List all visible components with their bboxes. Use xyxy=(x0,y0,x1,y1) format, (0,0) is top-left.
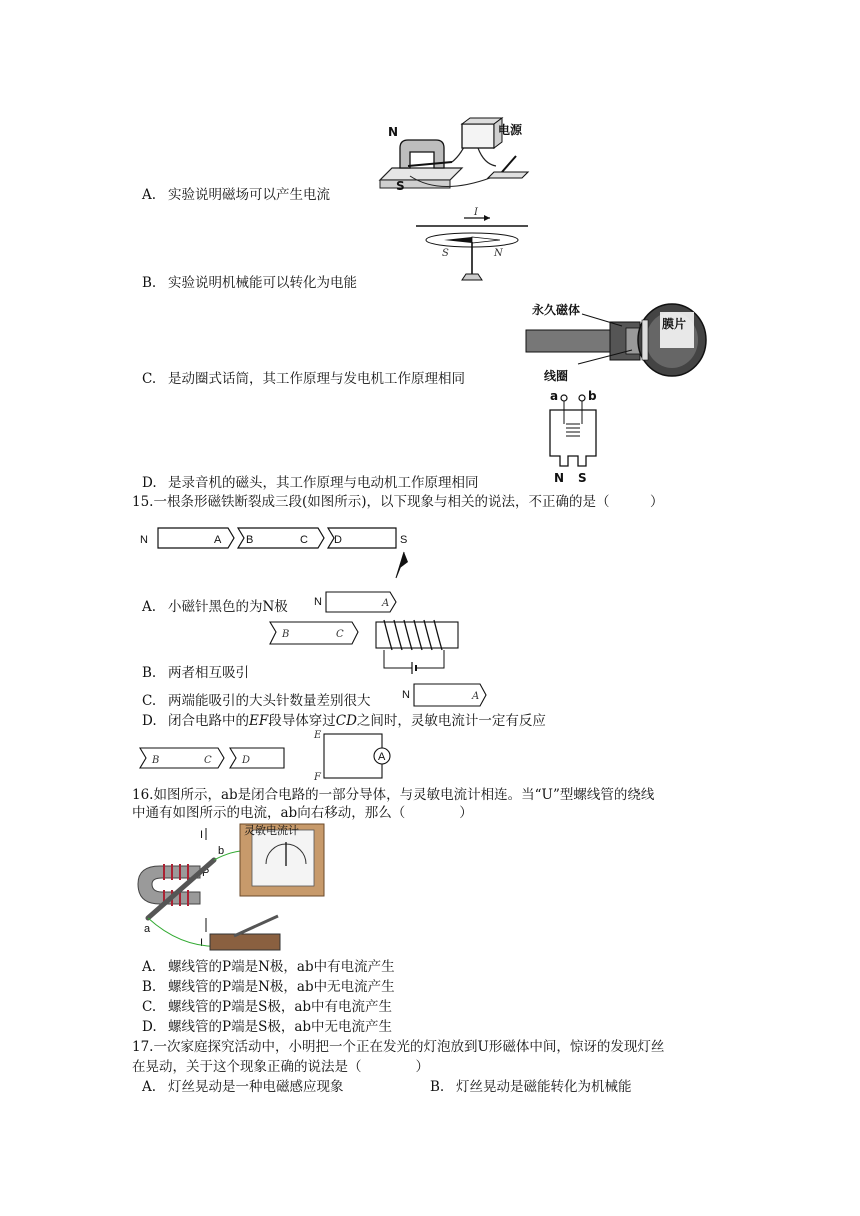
q14-figure-c xyxy=(522,296,712,386)
q16-p-label: P xyxy=(202,867,210,879)
q14a-power-label: 电源 xyxy=(498,123,523,137)
q15-option-b: B. 两者相互吸引 xyxy=(142,665,249,681)
q14-figure-b xyxy=(412,204,532,286)
compass-needle-icon xyxy=(396,552,408,578)
q16-meter-caption: 灵敏电流计 xyxy=(244,825,299,837)
q14c-magnet-label: 永久磁体 xyxy=(532,303,581,317)
q15d-c-label: C xyxy=(204,755,212,766)
q16-option-a: A. 螺线管的P端是N极，ab中有电流产生 xyxy=(142,959,395,975)
q14d-b-label: b xyxy=(588,389,597,403)
q15-option-a: A. 小磁针黑色的为N极 xyxy=(142,599,288,615)
q16-option-d: D. 螺线管的P端是S极，ab中无电流产生 xyxy=(142,1019,393,1035)
q14-option-c: C. 是动圈式话筒，其工作原理与发电机工作原理相同 xyxy=(142,371,465,387)
q14-option-a: A. 实验说明磁场可以产生电流 xyxy=(142,187,330,203)
q14c-coil-label: 线圈 xyxy=(544,369,569,383)
q15-figure-a xyxy=(312,588,402,616)
q17-option-b: B. 灯丝晃动是磁能转化为机械能 xyxy=(430,1079,632,1095)
q16-current-label-top: I xyxy=(200,829,204,841)
q15-label-d: D xyxy=(334,534,342,546)
q17-stem-line2: 在晃动，关于这个现象正确的说法是（ ） xyxy=(132,1059,429,1075)
q16-a-label: a xyxy=(144,923,151,935)
q15d-b-label: B xyxy=(152,755,160,766)
q14a-s-label: S xyxy=(396,179,405,193)
q15-label-n: N xyxy=(140,534,148,546)
q15d-meter-label: A xyxy=(378,751,386,763)
q14b-current-label: I xyxy=(474,207,478,218)
q15c-a-label: A xyxy=(472,691,480,702)
q15-option-c: C. 两端能吸引的大头针数量差别很大 xyxy=(142,693,371,709)
q14-figure-d xyxy=(542,386,612,486)
q14d-a-label: a xyxy=(550,389,559,403)
q15-stem: 15.一根条形磁铁断裂成三段(如图所示)，以下现象与相关的说法，不正确的是（ ） xyxy=(132,494,664,510)
q15-option-d: D. 闭合电路中的EF段导体穿过CD之间时，灵敏电流计一定有反应 xyxy=(142,713,546,729)
q15-label-a: A xyxy=(214,534,222,546)
q14c-film-label: 膜片 xyxy=(662,317,687,331)
q15-label-b: B xyxy=(246,534,254,546)
q15b-c-label: C xyxy=(336,629,344,640)
q14-option-d: D. 是录音机的磁头，其工作原理与电动机工作原理相同 xyxy=(142,475,479,491)
q15d-f-label: F xyxy=(314,772,321,783)
q15-figure-c xyxy=(400,680,492,710)
q16-stem-line1: 16.如图所示，ab是闭合电路的一部分导体，与灵敏电流计相连。当“U”型螺线管的绕线 xyxy=(132,787,655,803)
q14b-s-label: S xyxy=(442,248,449,259)
q17-stem-line1: 17.一次家庭探究活动中，小明把一个正在发光的灯泡放到U形磁体中间，惊讶的发现灯丝 xyxy=(132,1039,665,1055)
q16-b-label: b xyxy=(218,845,225,857)
q16-current-label-bottom: I xyxy=(200,937,204,949)
q14-figure-a xyxy=(380,118,530,198)
q16-figure xyxy=(134,820,344,960)
q15d-e-label: E xyxy=(314,730,322,741)
q15a-a-label: A xyxy=(382,598,390,609)
q15d-d-label: D xyxy=(242,755,251,766)
q17-option-a: A. 灯丝晃动是一种电磁感应现象 xyxy=(142,1079,344,1095)
q14d-s-label: S xyxy=(578,471,587,485)
q16-option-c: C. 螺线管的P端是S极，ab中有电流产生 xyxy=(142,999,393,1015)
q14a-n-label: N xyxy=(388,125,399,139)
q15a-n-label: N xyxy=(314,596,322,608)
q15c-n-label: N xyxy=(402,689,410,701)
q15-label-c: C xyxy=(300,534,308,546)
q14b-n-label: N xyxy=(494,248,503,259)
q16-stem-line2: 中通有如图所示的电流，ab向右移动，那么（ ） xyxy=(132,805,473,821)
q14-option-b: B. 实验说明机械能可以转化为电能 xyxy=(142,275,357,291)
q16-option-b: B. 螺线管的P端是N极，ab中无电流产生 xyxy=(142,979,395,995)
q15-label-s: S xyxy=(400,534,408,546)
q15b-b-label: B xyxy=(282,629,290,640)
q15-figure-b xyxy=(266,614,466,678)
q14d-n-label: N xyxy=(554,471,565,485)
q15-broken-magnet-figure xyxy=(136,524,426,580)
q15-figure-d xyxy=(138,728,398,784)
